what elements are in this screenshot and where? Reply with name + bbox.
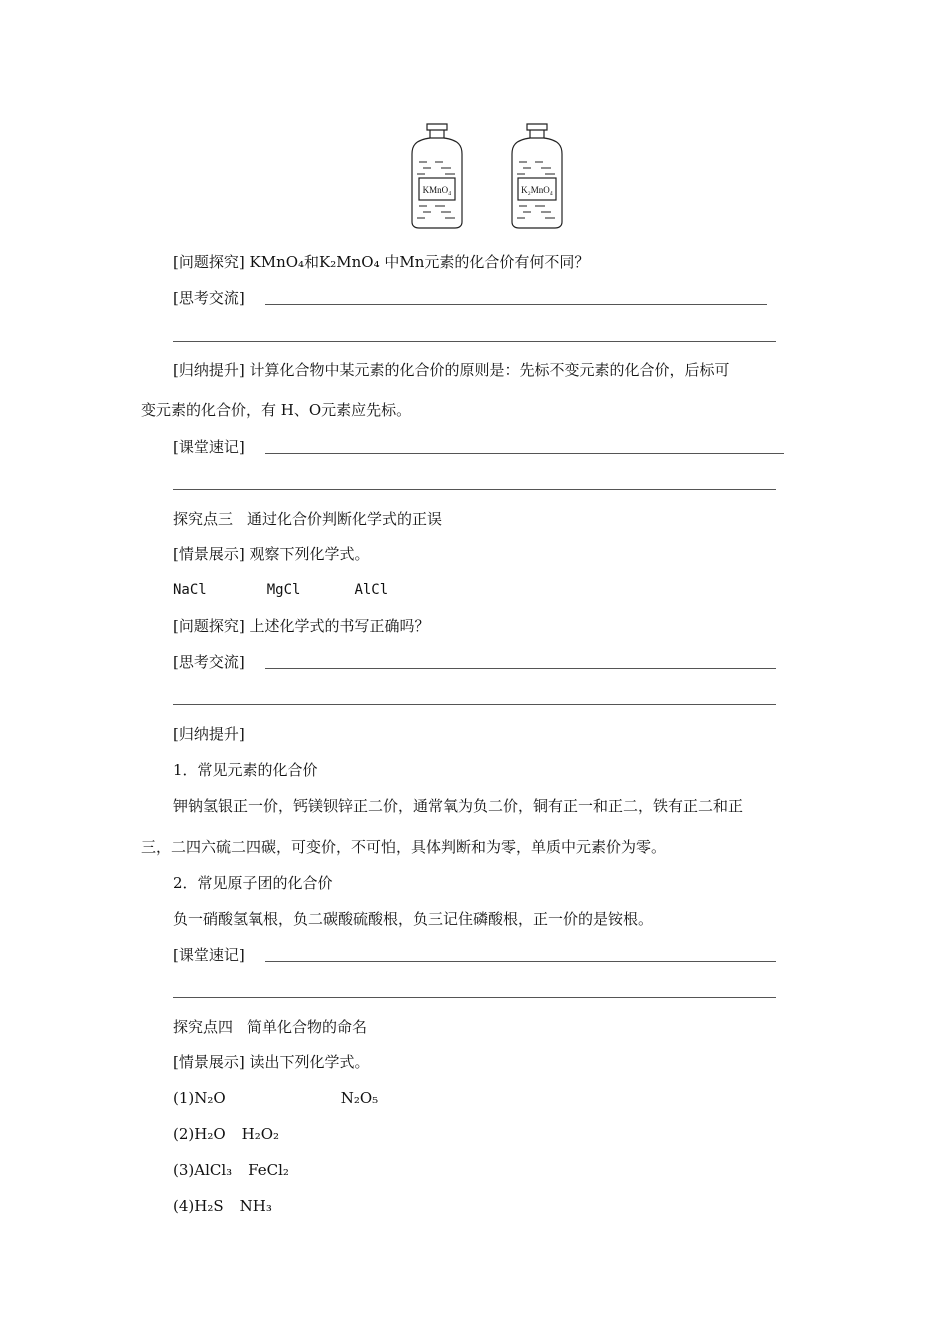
bottle-kmno4 bbox=[412, 124, 462, 228]
question-tag: [问题探究] bbox=[173, 617, 245, 635]
summary-label-3: [归纳提升] bbox=[173, 725, 245, 743]
question-text: 上述化学式的书写正确吗？ bbox=[249, 617, 430, 635]
row-number: (2) bbox=[173, 1125, 195, 1143]
summary-tag: [归纳提升] bbox=[173, 361, 245, 379]
row-number: (4) bbox=[173, 1197, 195, 1215]
bottle-k2mno4 bbox=[512, 124, 562, 228]
question-line-1 bbox=[173, 252, 589, 272]
summary-text-cont: 变元素的化合价，有 H、O元素应先标。 bbox=[141, 401, 412, 419]
notes-blank[interactable] bbox=[265, 961, 776, 962]
question-line-3 bbox=[173, 616, 430, 636]
question-text: KMnO₄和K₂MnO₄ 中Mn元素的化合价有何不同？ bbox=[249, 253, 590, 271]
item-title-1: 1．常见元素的化合价 bbox=[173, 761, 318, 779]
formula-row bbox=[173, 580, 388, 600]
answer-blank[interactable] bbox=[265, 668, 776, 669]
section-number: 探究点四 bbox=[173, 1018, 234, 1036]
item-title-2: 2．常见原子团的化合价 bbox=[173, 874, 333, 892]
notes-blank[interactable] bbox=[173, 997, 776, 998]
section-heading-3 bbox=[173, 509, 442, 529]
naming-row bbox=[173, 1124, 279, 1144]
notes-blank[interactable] bbox=[173, 489, 776, 490]
formula-item: MgCl bbox=[266, 582, 301, 598]
think-label-1: [思考交流] bbox=[173, 289, 245, 307]
summary-text: 计算化合物中某元素的化合价的原则是：先标不变元素的化合价，后标可 bbox=[249, 361, 730, 379]
section-heading-4 bbox=[173, 1017, 367, 1037]
scene-text: 观察下列化学式。 bbox=[249, 545, 370, 563]
row-number: (3) bbox=[173, 1161, 195, 1179]
formula-a: H₂S bbox=[194, 1197, 224, 1215]
scene-tag: [情景展示] bbox=[173, 545, 245, 563]
notes-label-3: [课堂速记] bbox=[173, 946, 245, 964]
summary-line-1 bbox=[173, 360, 730, 380]
section-title: 简单化合物的命名 bbox=[247, 1018, 368, 1036]
formula-b: N₂O₅ bbox=[340, 1089, 379, 1107]
item-text-1-cont: 三，二四六硫二四碳，可变价，不可怕，具体判断和为零，单质中元素价为零。 bbox=[141, 838, 667, 856]
notes-blank[interactable] bbox=[265, 453, 784, 454]
formula-item: AlCl bbox=[354, 582, 389, 598]
answer-blank[interactable] bbox=[265, 304, 767, 305]
section-number: 探究点三 bbox=[173, 510, 234, 528]
scene-tag: [情景展示] bbox=[173, 1053, 245, 1071]
formula-a: N₂O bbox=[194, 1089, 226, 1107]
formula-b: H₂O₂ bbox=[241, 1125, 280, 1143]
section-title: 通过化合价判断化学式的正误 bbox=[247, 510, 443, 528]
bottle-label-kmno4: KMnO₄ bbox=[422, 185, 452, 195]
answer-blank[interactable] bbox=[173, 341, 776, 342]
item-text-2: 负一硝酸氢氧根，负二碳酸硫酸根，负三记住磷酸根，正一价的是铵根。 bbox=[173, 910, 654, 928]
bottles-svg bbox=[405, 122, 585, 230]
notes-label-1: [课堂速记] bbox=[173, 438, 245, 456]
formula-a: H₂O bbox=[194, 1125, 226, 1143]
naming-row bbox=[173, 1160, 289, 1180]
formula-a: AlCl₃ bbox=[194, 1161, 233, 1179]
answer-blank[interactable] bbox=[173, 704, 776, 705]
bottle-label-k2mno4: K₂MnO₄ bbox=[521, 185, 553, 195]
question-tag: [问题探究] bbox=[173, 253, 245, 271]
reagent-bottles-figure bbox=[405, 122, 585, 230]
formula-b: FeCl₂ bbox=[248, 1161, 289, 1179]
item-text-1: 钾钠氢银正一价，钙镁钡锌正二价，通常氧为负二价，铜有正一和正二，铁有正二和正 bbox=[173, 797, 744, 815]
scene-line-4 bbox=[173, 1052, 370, 1072]
think-label-3: [思考交流] bbox=[173, 653, 245, 671]
naming-row bbox=[173, 1196, 272, 1216]
naming-row bbox=[173, 1088, 378, 1108]
scene-line-3 bbox=[173, 544, 370, 564]
formula-b: NH₃ bbox=[239, 1197, 272, 1215]
formula-item: NaCl bbox=[173, 582, 207, 598]
row-number: (1) bbox=[173, 1089, 195, 1107]
scene-text: 读出下列化学式。 bbox=[249, 1053, 370, 1071]
